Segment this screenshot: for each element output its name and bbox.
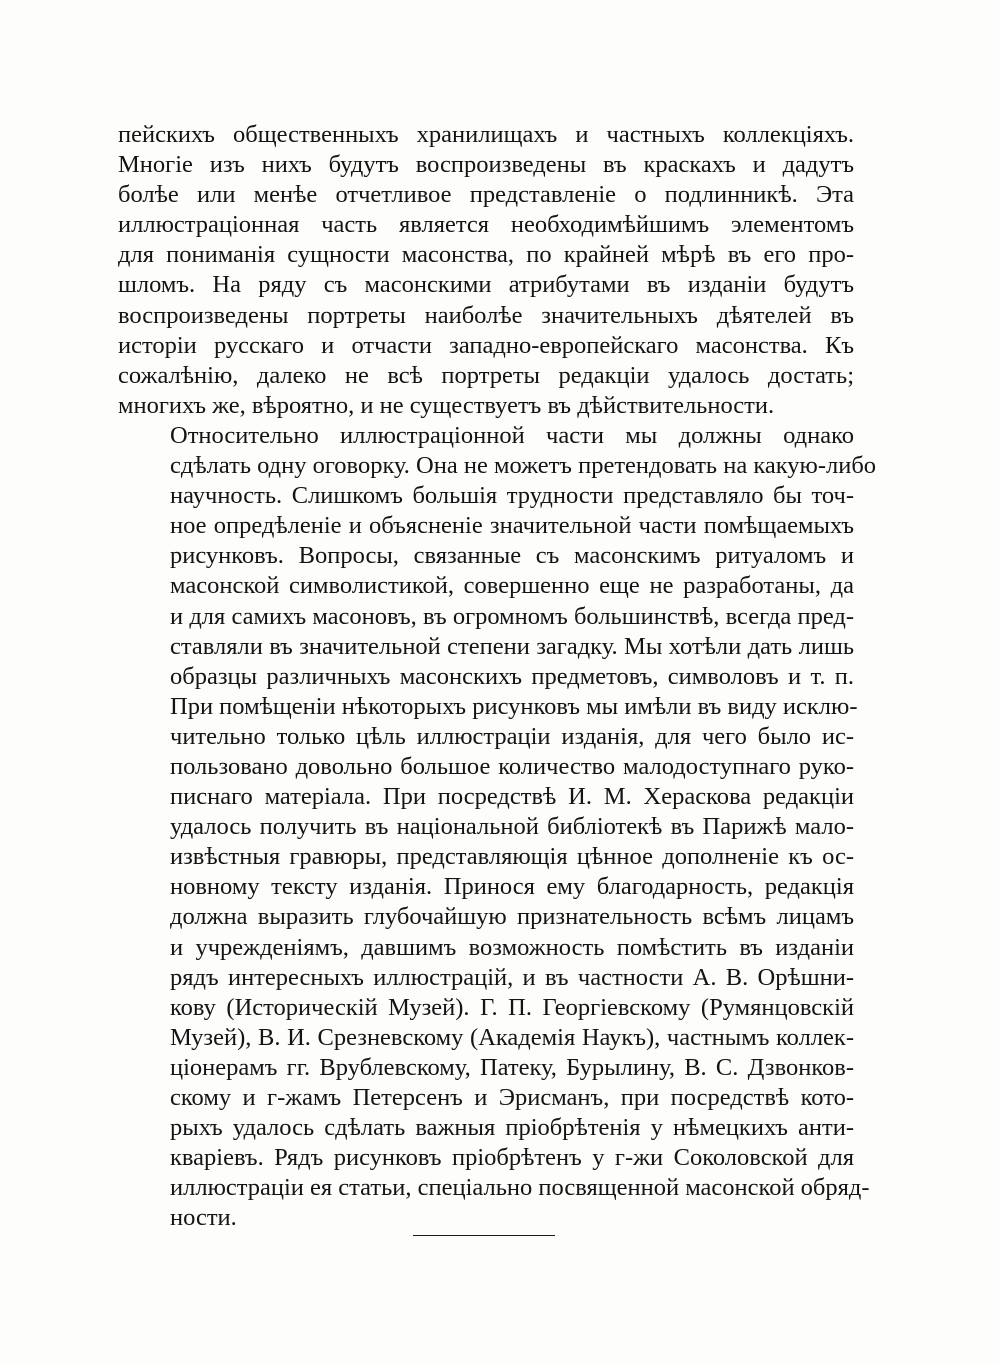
text-line: При помѣщеніи нѣкоторыхъ рисунковъ мы имѣли въ виду исклю- bbox=[170, 692, 858, 720]
section-end-rule bbox=[413, 1235, 555, 1236]
text-line: сдѣлать одну оговорку. Она не можетъ претендовать на какую-либо bbox=[170, 452, 877, 480]
text-line: должна выразить глубочайшую признательность всѣмъ лицамъ bbox=[170, 903, 854, 931]
text-line: рядъ интересныхъ иллюстрацій, и въ частности А. В. Орѣшни- bbox=[170, 963, 854, 991]
text-line: чительно только цѣль иллюстраціи изданія, для чего было ис- bbox=[170, 722, 854, 750]
text-line: Музей), В. И. Срезневскому (Академія Наукъ), частнымъ коллек- bbox=[170, 1023, 854, 1051]
text-line: пейскихъ общественныхъ хранилищахъ и частныхъ коллекціяхъ. bbox=[118, 121, 854, 148]
text-line: ціонерамъ гг. Врублевскому, Патеку, Бурылину, В. С. Дзвонков- bbox=[170, 1053, 854, 1081]
paragraph-2 bbox=[118, 421, 877, 1234]
text-line: удалось получить въ національной библіотекѣ въ Парижѣ мало- bbox=[170, 813, 854, 841]
text-line: болѣе или менѣе отчетливое представленіе о подлинникѣ. Эта bbox=[118, 181, 854, 209]
text-line: извѣстныя гравюры, представляющія цѣнное дополненіе къ ос- bbox=[170, 843, 854, 871]
text-line: скому и г-жамъ Петерсенъ и Эрисманъ, при посредствѣ кото- bbox=[170, 1084, 854, 1111]
text-line: ное опредѣленіе и объясненіе значительной части помѣщаемыхъ bbox=[170, 512, 854, 540]
text-line: писнаго матеріала. При посредствѣ И. М. Хераскова редакціи bbox=[170, 783, 854, 811]
text-line: новному тексту изданія. Принося ему благодарность, редакція bbox=[170, 873, 854, 901]
text-line: иллюстраціонная часть является необходимѣйшимъ элементомъ bbox=[118, 211, 854, 239]
text-line: научность. Слишкомъ большія трудности представляло бы точ- bbox=[170, 482, 854, 510]
text-line: масонской символистикой, совершенно еще не разработаны, да bbox=[170, 572, 854, 600]
text-line: шломъ. На ряду съ масонскими атрибутами въ изданіи будутъ bbox=[118, 271, 854, 299]
text-line: кваріевъ. Рядъ рисунковъ пріобрѣтенъ у г-жи Соколовской для bbox=[170, 1144, 854, 1172]
text-line: исторіи русскаго и отчасти западно-европейскаго масонства. Къ bbox=[118, 331, 854, 359]
text-line: воспроизведены портреты наиболѣе значительныхъ дѣятелей въ bbox=[118, 301, 854, 329]
text-line: Многіе изъ нихъ будутъ воспроизведены въ краскахъ и дадутъ bbox=[118, 151, 854, 179]
text-line: пользовано довольно большое количество малодоступнаго руко- bbox=[170, 752, 854, 780]
text-line: многихъ же, вѣроятно, и не существуетъ въ дѣйствительности. bbox=[118, 391, 775, 419]
text-line: ставляли въ значительной степени загадку. Мы хотѣли дать лишь bbox=[170, 632, 854, 660]
body-text bbox=[118, 120, 877, 1233]
text-line: кову (Историческій Музей). Г. П. Георгіевскому (Румянцовскій bbox=[170, 993, 854, 1021]
text-line: для пониманія сущности масонства, по крайней мѣрѣ въ его про- bbox=[118, 241, 854, 269]
text-line: и учрежденіямъ, давшимъ возможность помѣстить въ изданіи bbox=[170, 933, 854, 961]
text-line: иллюстраціи ея статьи, спеціально посвященной масонской обряд- bbox=[170, 1174, 870, 1202]
text-line: ности. bbox=[170, 1204, 237, 1232]
text-line: и для самихъ масоновъ, въ огромномъ большинствѣ, всегда пред- bbox=[170, 602, 854, 630]
text-line: сожалѣнію, далеко не всѣ портреты редакціи удалось достать; bbox=[118, 361, 854, 389]
text-line: образцы различныхъ масонскихъ предметовъ, символовъ и т. п. bbox=[170, 662, 854, 690]
text-line: рыхъ удалось сдѣлать важныя пріобрѣтенія у нѣмецкихъ анти- bbox=[170, 1114, 854, 1142]
text-line: Относительно иллюстраціонной части мы должны однако bbox=[170, 421, 854, 449]
paragraph-1 bbox=[118, 120, 854, 421]
text-line: рисунковъ. Вопросы, связанные съ масонскимъ ритуаломъ и bbox=[170, 542, 854, 570]
